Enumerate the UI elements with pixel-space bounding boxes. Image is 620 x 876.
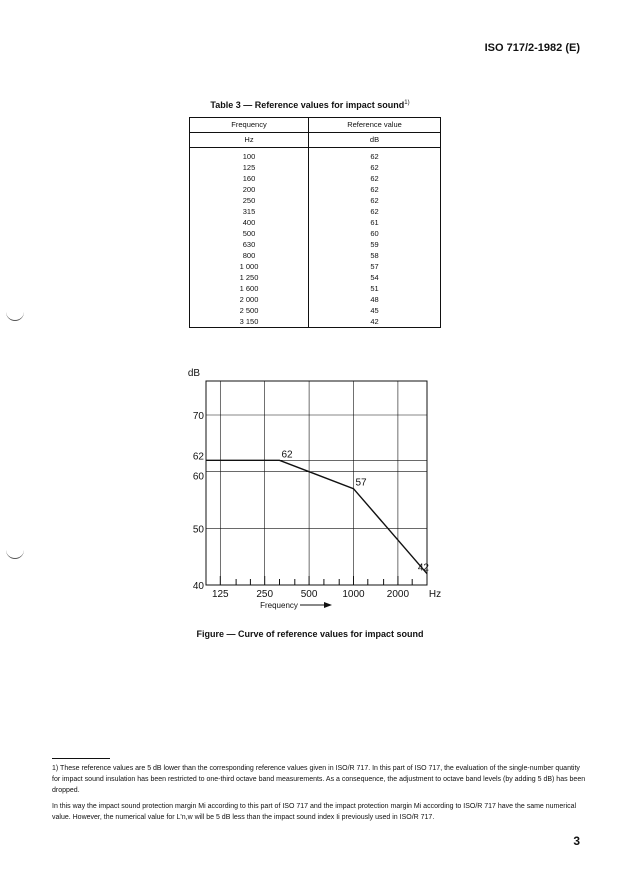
y-tick-label: 50: [192, 524, 204, 536]
cell-frequency: 250: [190, 195, 309, 206]
cell-frequency: 1 000: [190, 261, 309, 272]
footnote: [52, 763, 586, 828]
table-caption-note: 1): [404, 100, 410, 106]
unit-reference-value: dB: [309, 133, 441, 148]
cell-frequency: 630: [190, 239, 309, 250]
cell-reference-value: 62: [370, 152, 379, 161]
document-header: ISO 717/2-1982 (E): [484, 42, 580, 54]
y-tick-label: 70: [192, 411, 204, 422]
table-row: [190, 228, 441, 239]
y-axis-label: dB: [187, 368, 201, 379]
plot-frame: [206, 381, 427, 585]
cell-frequency: 2 500: [190, 305, 309, 316]
table-row: [190, 173, 441, 184]
data-label: 42: [417, 562, 429, 574]
cell-frequency: 800: [190, 250, 309, 261]
table-body: [190, 148, 441, 328]
margin-mark: [6, 550, 24, 559]
y-tick-label: 40: [192, 581, 204, 592]
table-row: [190, 184, 441, 195]
cell-frequency: 2 000: [190, 294, 309, 305]
unit-frequency: Hz: [190, 133, 309, 148]
cell-reference-value: 62: [370, 196, 379, 205]
cell-frequency: 400: [190, 217, 309, 228]
cell-frequency: 315: [190, 206, 309, 217]
data-label: 62: [281, 449, 293, 461]
table-row: [190, 305, 441, 316]
data-label: 57: [355, 477, 367, 489]
x-unit-label: Hz: [428, 589, 442, 600]
cell-frequency: 160: [190, 173, 309, 184]
cell-reference-value: 45: [370, 306, 379, 315]
cell-reference-value: 58: [370, 251, 379, 260]
x-tick-label: 1000: [342, 589, 365, 600]
x-tick-label: 125: [211, 589, 229, 600]
x-tick-label: 2000: [386, 589, 410, 600]
table-row: [190, 206, 441, 217]
cell-reference-value: 62: [370, 163, 379, 172]
cell-reference-value: 62: [370, 207, 379, 216]
x-axis-label: Frequency: [260, 601, 298, 610]
reference-curve-chart: [180, 360, 450, 614]
col-header-reference-value: Reference value: [309, 118, 441, 133]
footnote-para-1: 1) These reference values are 5 dB lower than the corresponding reference values given in ISO/R 717. In this part of ISO 717, the evaluation of the single-number quantity for impact sound insulation has been restricted to one-third octave band measurements. As a consequence, the adjustment to octave band levels (by adding 5 dB) has been dropped.: [52, 765, 586, 794]
x-axis-arrow-head: [324, 602, 332, 608]
cell-frequency: 125: [190, 162, 309, 173]
footnote-rule: [52, 758, 110, 759]
cell-reference-value: 54: [370, 273, 379, 282]
reference-curve-line: [206, 460, 427, 573]
table-caption-text: Table 3 — Reference values for impact sound: [210, 100, 405, 110]
cell-frequency: 100: [190, 148, 309, 163]
table-header-row: [190, 118, 441, 133]
cell-reference-value: 62: [370, 185, 379, 194]
x-tick-label: 250: [256, 589, 274, 600]
reference-values-table: [189, 117, 441, 328]
cell-reference-value: 48: [370, 295, 379, 304]
table-row: [190, 261, 441, 272]
table-caption: [0, 100, 620, 110]
y-tick-label: 62: [192, 451, 204, 463]
table-row: [190, 250, 441, 261]
cell-frequency: 200: [190, 184, 309, 195]
cell-frequency: 3 150: [190, 316, 309, 328]
cell-reference-value: 60: [370, 229, 379, 238]
table-row: [190, 217, 441, 228]
table-row: [190, 272, 441, 283]
cell-frequency: 1 250: [190, 272, 309, 283]
table-row: [190, 148, 441, 163]
x-tick-label: 500: [300, 589, 318, 600]
col-header-frequency: Frequency: [190, 118, 309, 133]
table-units-row: [190, 133, 441, 148]
cell-reference-value: 61: [370, 218, 379, 227]
cell-reference-value: 57: [370, 262, 379, 271]
cell-frequency: 1 600: [190, 283, 309, 294]
cell-reference-value: 42: [370, 317, 379, 326]
footnote-para-2: In this way the impact sound protection margin Mi according to this part of ISO 717 and the impact protection margin Mi according to ISO/R 717 have the same numerical value. However, the numerical value for L'n,w will be 5 dB less than the impact sound index Ii previously used in ISO/R 717.: [52, 803, 577, 821]
y-tick-label: 60: [192, 471, 204, 483]
table-row: [190, 239, 441, 250]
table-row: [190, 294, 441, 305]
table-row: [190, 195, 441, 206]
cell-reference-value: 62: [370, 174, 379, 183]
table-row: [190, 316, 441, 328]
page-number: 3: [573, 834, 580, 848]
figure-caption: Figure — Curve of reference values for impact sound: [196, 629, 424, 639]
margin-mark: [6, 312, 24, 321]
cell-frequency: 500: [190, 228, 309, 239]
cell-reference-value: 59: [370, 240, 379, 249]
table-row: [190, 162, 441, 173]
cell-reference-value: 51: [370, 284, 379, 293]
table-row: [190, 283, 441, 294]
